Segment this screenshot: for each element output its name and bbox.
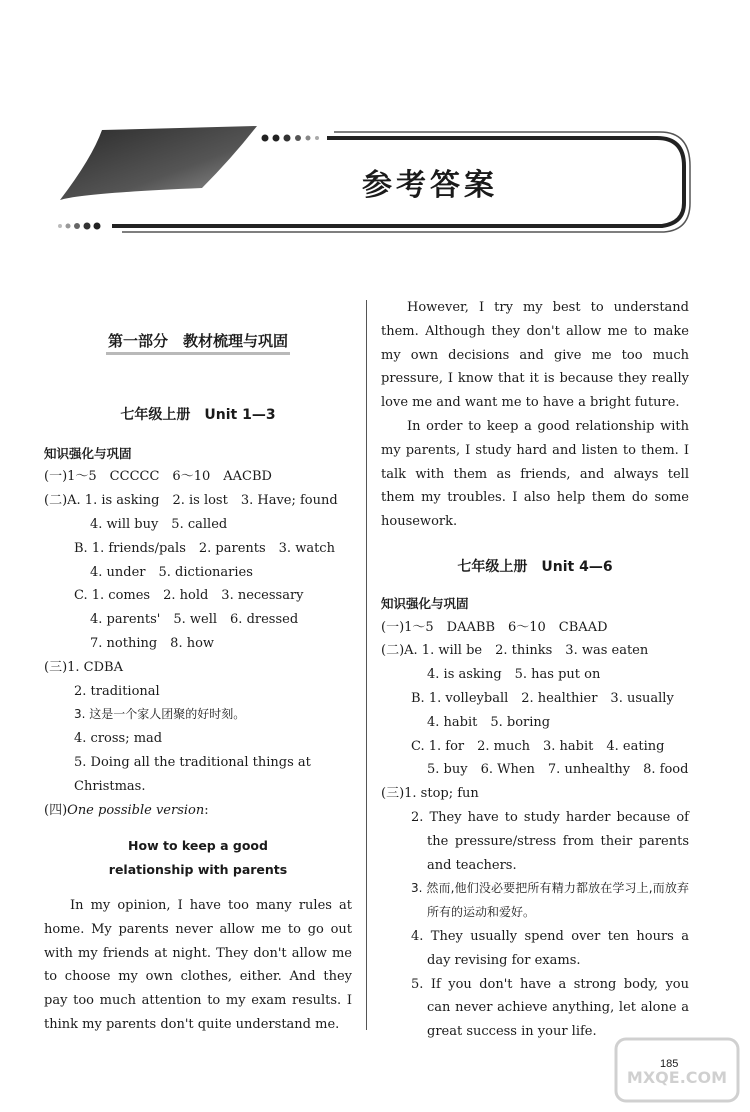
- dots-bottom: [58, 223, 101, 230]
- essay-paragraph: In my opinion, I have too many rules at home. My parents never allow me to go out with my friends at night. They don't allow me to choose my own clothes, either. And they pay too much attention to my exam results. I think my parents don't quite understand me.: [44, 897, 352, 1032]
- answer-line: 4. will buy 5. called: [90, 516, 228, 532]
- answer-line: (一)1～5 CCCCC 6～10 AACBD: [44, 469, 272, 485]
- answer-line: 4. parents' 5. well 6. dressed: [90, 612, 299, 628]
- answer-line: B. 1. friends/pals 2. parents 3. watch: [74, 540, 335, 556]
- page-title: 参考答案: [362, 168, 498, 203]
- answer-line: 2. traditional: [74, 683, 160, 699]
- answer-line: B. 1. volleyball 2. healthier 3. usually: [411, 690, 674, 706]
- left-column: [44, 330, 352, 1037]
- essay-paragraph: However, I try my best to understand them. Although they don't allow me to make my own decisions and give me too much pressure, I know that it is because they really love me and want me to have a bright future.: [381, 300, 689, 411]
- answer-line: (二)A. 1. is asking 2. is lost 3. Have; found: [44, 493, 338, 509]
- answer-line: 4. is asking 5. has put on: [427, 667, 601, 683]
- svg-text:MXQE.COM: MXQE.COM: [626, 1068, 728, 1087]
- answer-line: 3. 这是一个家人团聚的好时刻。: [74, 707, 246, 722]
- unit-heading: 七年级上册 Unit 4—6: [457, 558, 613, 575]
- right-column: [381, 296, 689, 1044]
- answer-line: (三)1. CDBA: [44, 659, 123, 675]
- answer-line: 2. They have to study harder because of the pressure/stress from their parents and teachers.: [411, 809, 689, 873]
- part-heading: 第一部分 教材梳理与巩固: [44, 330, 352, 354]
- dots-top: [262, 135, 320, 142]
- answer-line: 4. under 5. dictionaries: [90, 564, 253, 580]
- page-number: 185: [660, 1058, 679, 1070]
- answer-line: (三)1. stop; fun: [381, 786, 479, 802]
- answer-line: (一)1～5 DAABB 6～10 CBAAD: [381, 619, 608, 635]
- answer-line: 4. habit 5. boring: [427, 714, 551, 730]
- answer-line: 4. They usually spend over ten hours a day revising for exams.: [411, 928, 689, 968]
- answer-line: 7. nothing 8. how: [90, 635, 215, 651]
- column-divider: [366, 300, 367, 1030]
- answer-line: 5. If you don't have a strong body, you can never achieve anything, let alone a great success in your life.: [411, 976, 689, 1040]
- decorative-swoosh: [60, 126, 257, 200]
- answer-line: 4. cross; mad: [74, 731, 163, 747]
- essay-paragraph: In order to keep a good relationship with my parents, I study hard and listen to them. I talk with them as friends, and always tell them my troubles. I also help them do some housework.: [381, 418, 689, 530]
- watermark-logo: [612, 1035, 742, 1105]
- answer-line: (二)A. 1. will be 2. thinks 3. was eaten: [381, 643, 649, 659]
- essay-title: relationship with parents: [108, 862, 288, 878]
- answer-line: C. 1. comes 2. hold 3. necessary: [74, 588, 304, 604]
- essay-title: How to keep a good: [128, 838, 268, 854]
- answer-line: (四)One possible version:: [44, 802, 209, 818]
- section-heading: 知识强化与巩固: [44, 445, 132, 461]
- answer-line: 5. buy 6. When 7. unhealthy 8. food: [427, 762, 689, 778]
- answer-line: C. 1. for 2. much 3. habit 4. eating: [411, 738, 665, 754]
- section-heading: 知识强化与巩固: [381, 595, 469, 611]
- answer-line: 3. 然而,他们没必要把所有精力都放在学习上,而放弃所有的运动和爱好。: [411, 881, 689, 920]
- unit-heading: 七年级上册 Unit 1—3: [120, 406, 276, 423]
- answer-line: 5. Doing all the traditional things at Christmas.: [74, 754, 311, 794]
